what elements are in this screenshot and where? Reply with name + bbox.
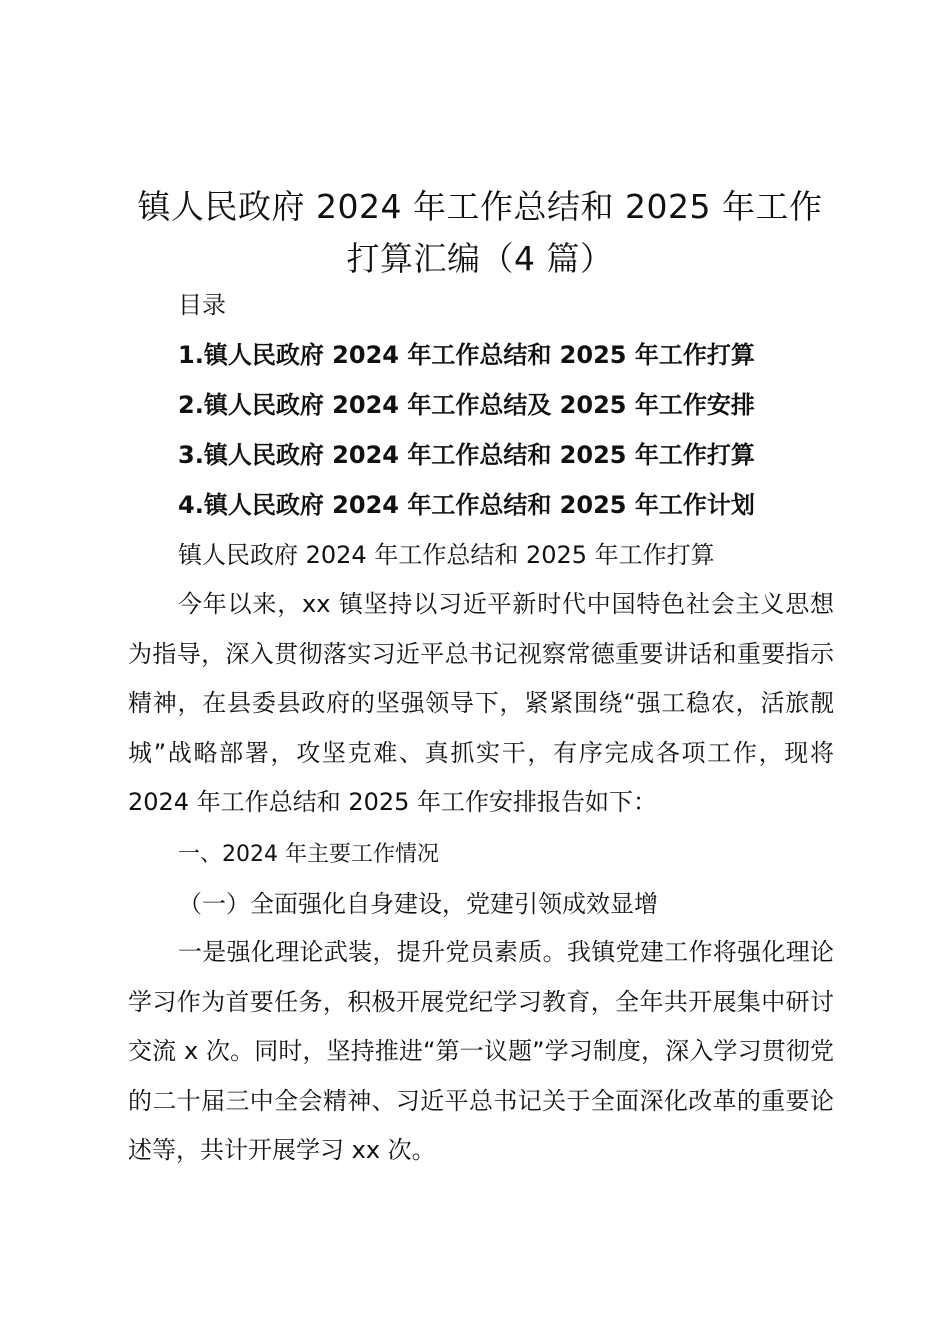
body-paragraph: 一是强化理论武装，提升党员素质。我镇党建工作将强化理论学习作为首要任务，积极开展党纪学习教育，全年共开展集中研讨交流 x 次。同时，坚持推进“第一议题”学习制度，深入学习贯彻党的二十届三中全会精神、习近平总书记关于全面深化改革的重要论述等，共计开展学习 xx 次。	[128, 938, 834, 1165]
toc-item-1: 1.镇人民政府 2024 年工作总结和 2025 年工作打算	[178, 341, 755, 369]
document-title-line-2: 打算汇编（4 篇）	[346, 239, 614, 278]
toc-item-4: 4.镇人民政府 2024 年工作总结和 2025 年工作计划	[178, 491, 755, 519]
subsection-heading: （一）全面强化自身建设，党建引领成效显增	[178, 890, 658, 918]
toc-item-3: 3.镇人民政府 2024 年工作总结和 2025 年工作打算	[178, 441, 755, 469]
intro-paragraph: 今年以来，xx 镇坚持以习近平新时代中国特色社会主义思想为指导，深入贯彻落实习近平总书记视察常德重要讲话和重要指示精神，在县委县政府的坚强领导下，紧紧围绕“强工稳农，活旅靓城”战略部署，攻坚克难、真抓实干，有序完成各项工作，现将 2024 年工作总结和 2025 年工作安排报告如下：	[128, 590, 834, 817]
section-heading: 一、2024 年主要工作情况	[178, 842, 439, 867]
toc-heading: 目录	[178, 291, 226, 319]
article-title: 镇人民政府 2024 年工作总结和 2025 年工作打算	[178, 541, 715, 569]
toc-item-2: 2.镇人民政府 2024 年工作总结及 2025 年工作安排	[178, 391, 755, 419]
document-title-line-1: 镇人民政府 2024 年工作总结和 2025 年工作	[137, 187, 823, 226]
